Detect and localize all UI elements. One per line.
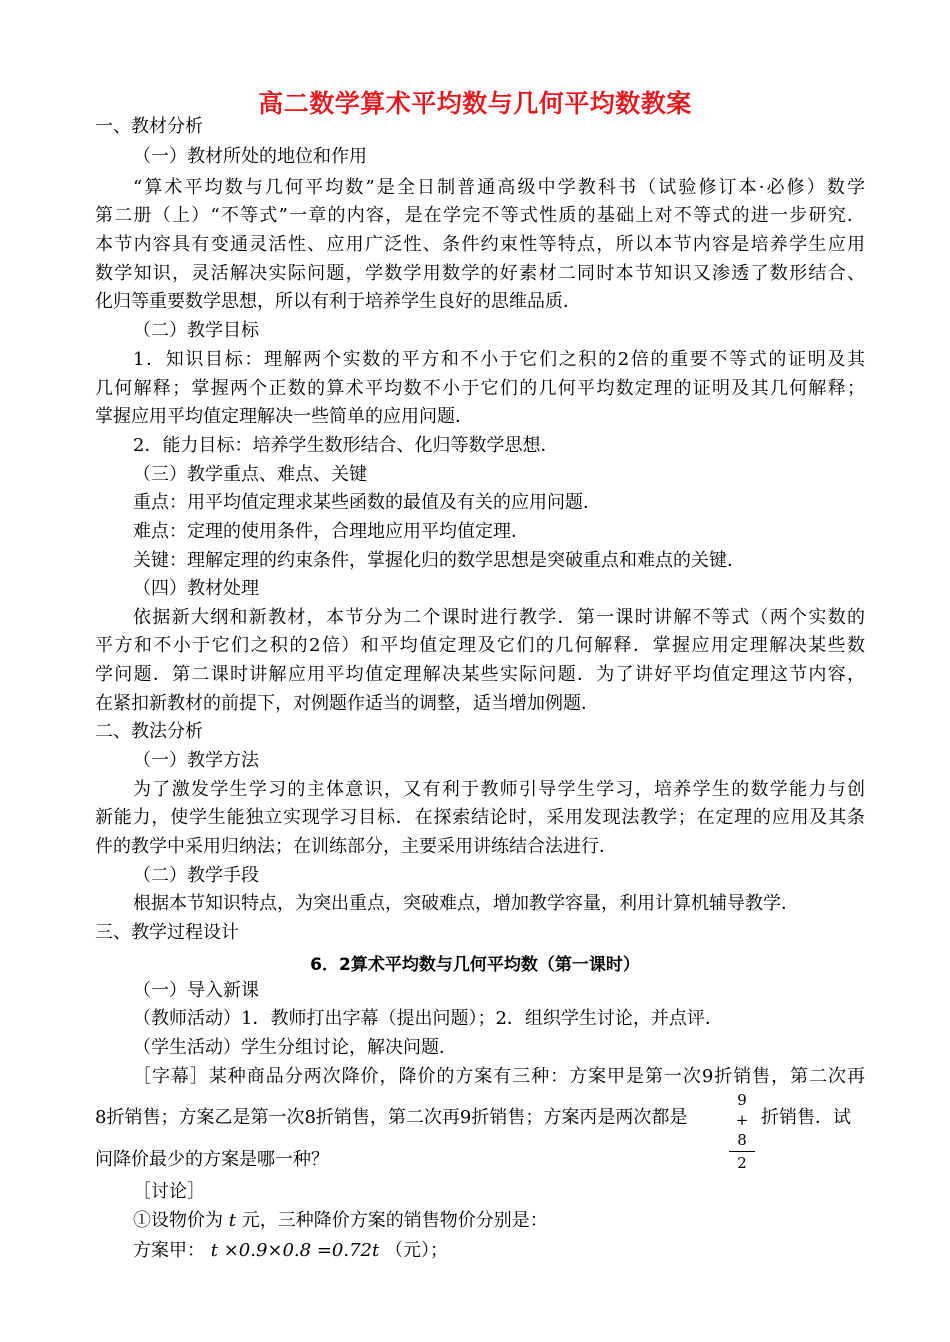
subsection-heading: （二）教学目标 bbox=[133, 320, 259, 341]
paragraph-line: 依据新大纲和新教材，本节分为二个课时进行教学．第一课时讲解不等式（两个实数的 bbox=[133, 607, 865, 628]
paragraph-line: 问降价最少的方案是哪一种？ bbox=[95, 1149, 329, 1170]
paragraph-line: 几何解释；掌握两个正数的算术平均数不小于它们的几何平均数定理的证明及其几何解释； bbox=[95, 378, 865, 399]
subsection-heading: （一）教材所处的地位和作用 bbox=[133, 146, 367, 167]
paragraph-line: 根据本节知识特点，为突出重点，突破难点，增加教学容量，利用计算机辅导教学． bbox=[133, 893, 799, 914]
section-heading-3: 三、教学过程设计 bbox=[95, 922, 239, 943]
paragraph-text: 折销售．试 bbox=[761, 1107, 851, 1128]
paragraph-text: 8折销售；方案乙是第一次8折销售，第二次再9折销售；方案丙是两次都是 bbox=[95, 1107, 688, 1128]
paragraph-line: （教师活动）1．教师打出字幕（提出问题）；2．组织学生讨论，并点评． bbox=[133, 1008, 723, 1029]
paragraph-line: 重点：用平均值定理求某些函数的最值及有关的应用问题． bbox=[133, 492, 601, 513]
paragraph-line: 新能力，使学生能独立实现学习目标．在探索结论时，采用发现法教学；在定理的应用及其条 bbox=[95, 807, 865, 828]
paragraph-line: 在紧扣新教材的前提下，对例题作适当的调整，适当增加例题． bbox=[95, 693, 599, 714]
paragraph-line: “算术平均数与几何平均数”是全日制普通高级中学教科书（试验修订本·必修）数学 bbox=[133, 177, 865, 198]
section-heading-2: 二、教法分析 bbox=[95, 721, 203, 742]
document-title: 高二数学算术平均数与几何平均数教案 bbox=[258, 89, 692, 118]
paragraph-line: 件的教学中采用归纳法；在训练部分，主要采用讲练结合法进行． bbox=[95, 836, 617, 857]
paragraph-line: 掌握应用平均值定理解决一些简单的应用问题． bbox=[95, 406, 473, 427]
paragraph-line: 平方和不小于它们之积的2倍）和平均值定理及它们的几何解释．掌握应用定理解决某些数 bbox=[95, 635, 865, 656]
section-heading-1: 一、教材分析 bbox=[95, 116, 203, 137]
paragraph-line: 第二册（上）“不等式”一章的内容，是在学完不等式性质的基础上对不等式的进一步研究． bbox=[95, 205, 865, 226]
paragraph-line: 1．知识目标：理解两个实数的平方和不小于它们之积的2倍的重要不等式的证明及其 bbox=[133, 349, 865, 370]
paragraph-line: 关键：理解定理的约束条件，掌握化归的数学思想是突破重点和难点的关键． bbox=[133, 550, 745, 571]
subsection-heading: （一）教学方法 bbox=[133, 750, 259, 771]
subsection-heading: （四）教材处理 bbox=[133, 578, 259, 599]
paragraph-text: 元，三种降价方案的销售物价分别是： bbox=[241, 1210, 548, 1231]
paragraph-line: 本节内容具有变通灵活性、应用广泛性、条件约束性等特点，所以本节内容是培养学生应用 bbox=[95, 234, 865, 255]
paragraph-text: （元）； bbox=[384, 1240, 448, 1261]
lesson-subtitle: 6．2算术平均数与几何平均数（第一课时） bbox=[310, 955, 640, 975]
paragraph-line: ［讨论］ bbox=[133, 1181, 205, 1202]
subsection-heading: （一）导入新课 bbox=[133, 980, 259, 1001]
subsection-heading: （三）教学重点、难点、关键 bbox=[133, 464, 367, 485]
paragraph-line bbox=[133, 1239, 903, 1263]
paragraph-line: 学问题．第二课时讲解应用平均值定理解决某些实际问题．为了讲好平均值定理这节内容， bbox=[95, 664, 865, 685]
fraction-denominator: 2 bbox=[737, 1154, 747, 1172]
paragraph-text: ①设物价为 bbox=[133, 1210, 223, 1231]
paragraph-line: 为了激发学生学习的主体意识，又有利于教师引导学生学习，培养学生的数学能力与创 bbox=[133, 779, 865, 800]
paragraph-line: 数学知识，灵活解决实际问题，学数学用数学的好素材二同时本节知识又渗透了数形结合、 bbox=[95, 263, 865, 284]
fraction-numerator: 9 + 8 bbox=[735, 1091, 749, 1149]
paragraph-line bbox=[133, 1209, 903, 1233]
paragraph-line: （学生活动）学生分组讨论，解决问题． bbox=[133, 1037, 457, 1058]
paragraph-text: 方案甲： bbox=[133, 1240, 205, 1261]
paragraph-line bbox=[761, 1106, 871, 1130]
paragraph-line bbox=[95, 1106, 735, 1130]
paragraph-line: ［字幕］某种商品分两次降价，降价的方案有三种：方案甲是第一次9折销售，第二次再 bbox=[133, 1066, 865, 1087]
paragraph-line: 2．能力目标：培养学生数形结合、化归等数学思想． bbox=[133, 435, 559, 456]
paragraph-line: 难点：定理的使用条件，合理地应用平均值定理． bbox=[133, 521, 529, 542]
math-expression: t ×0.9×0.8 =0.72t bbox=[210, 1240, 380, 1261]
paragraph-line: 化归等重要数学思想，所以有利于培养学生良好的思维品质． bbox=[95, 291, 581, 312]
subsection-heading: （二）教学手段 bbox=[133, 865, 259, 886]
math-variable: t bbox=[228, 1210, 236, 1231]
